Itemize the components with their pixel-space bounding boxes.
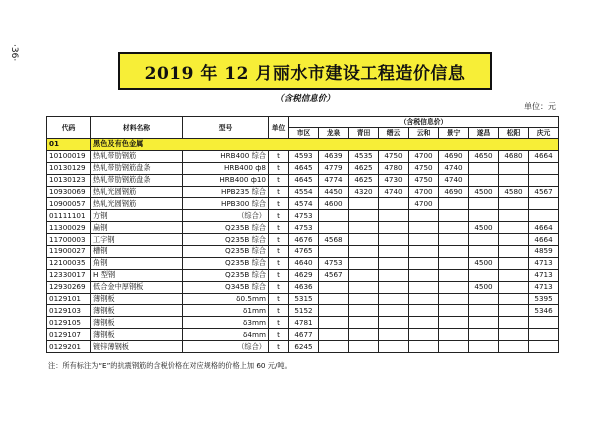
price-cell [469,329,499,341]
price-cell [469,234,499,246]
price-cell: 4636 [289,281,319,293]
table-row [47,341,559,353]
price-cell [349,198,379,210]
price-cell: 4664 [529,234,559,246]
price-cell: 4750 [409,174,439,186]
price-cell: 4500 [469,257,499,269]
price-cell [349,246,379,258]
price-cell [499,341,529,353]
price-cell [379,246,409,258]
table-body [47,139,559,353]
material-code: 10100019 [47,150,91,162]
material-spec: HRB400 综合 [183,150,269,162]
price-cell [529,329,559,341]
price-cell [409,293,439,305]
page-number: ·36· [9,44,19,62]
price-cell: 4740 [439,162,469,174]
price-cell: 4500 [469,281,499,293]
material-spec: δ1mm [183,305,269,317]
header-region: 缙云 [379,128,409,139]
material-unit: t [269,281,289,293]
header-region: 云和 [409,128,439,139]
price-cell: 4629 [289,269,319,281]
price-cell [409,341,439,353]
price-cell: 5346 [529,305,559,317]
material-name: 薄钢板 [91,329,183,341]
material-name: 薄钢板 [91,317,183,329]
price-cell [529,198,559,210]
price-cell: 4640 [289,257,319,269]
price-cell: 4593 [289,150,319,162]
price-cell [439,234,469,246]
material-name: 热轧带肋钢筋盘条 [91,174,183,186]
price-cell [349,341,379,353]
price-cell [349,269,379,281]
price-cell: 4639 [319,150,349,162]
price-cell: 4567 [529,186,559,198]
price-cell: 4535 [349,150,379,162]
price-cell: 5395 [529,293,559,305]
price-cell [409,222,439,234]
price-cell [349,281,379,293]
page-title: 2019 年 12 月丽水市建设工程造价信息 [144,63,466,84]
price-cell [379,281,409,293]
price-cell [319,281,349,293]
price-cell: 4567 [319,269,349,281]
table-row [47,198,559,210]
material-unit: t [269,198,289,210]
price-cell [349,293,379,305]
price-cell [529,317,559,329]
material-unit: t [269,329,289,341]
material-unit: t [269,293,289,305]
title-banner [118,52,492,90]
price-cell: 4700 [409,186,439,198]
price-cell [439,329,469,341]
material-spec: Q235B 综合 [183,222,269,234]
price-cell [439,257,469,269]
material-code: 12930269 [47,281,91,293]
footnote: 注：所有标注为“E”的抗震钢筋的含税价格在对应规格的价格上加 60 元/吨。 [48,361,292,370]
price-cell [439,317,469,329]
price-cell [319,317,349,329]
price-cell: 4676 [289,234,319,246]
price-cell: 4625 [349,162,379,174]
material-name: 热轧光圆钢筋 [91,186,183,198]
price-cell: 4753 [319,257,349,269]
material-code: 10130129 [47,162,91,174]
price-cell [319,341,349,353]
price-cell [379,210,409,222]
table-row [47,246,559,258]
table-row [47,150,559,162]
table-row [47,174,559,186]
price-cell [349,257,379,269]
price-cell [409,257,439,269]
material-unit: t [269,317,289,329]
price-cell: 5152 [289,305,319,317]
header-code: 代码 [47,117,91,139]
price-cell: 4765 [289,246,319,258]
header-unit: 单位 [269,117,289,139]
price-cell: 4554 [289,186,319,198]
price-cell [499,317,529,329]
price-cell [319,293,349,305]
material-name: 工字钢 [91,234,183,246]
table-row [47,269,559,281]
table-row [47,257,559,269]
price-cell: 4713 [529,281,559,293]
material-spec: Q235B 综合 [183,246,269,258]
price-cell [499,198,529,210]
price-cell: 4753 [289,210,319,222]
header-region: 景宁 [439,128,469,139]
price-cell: 4859 [529,246,559,258]
price-cell [469,317,499,329]
category-name: 黑色及有色金属 [91,139,559,151]
material-code: 11900027 [47,246,91,258]
price-cell: 4730 [379,174,409,186]
price-cell [439,305,469,317]
material-name: 槽钢 [91,246,183,258]
material-code: 10130123 [47,174,91,186]
material-spec: HRB400 ф8 [183,162,269,174]
price-cell [439,269,469,281]
price-cell: 4780 [379,162,409,174]
price-cell: 4574 [289,198,319,210]
material-name: 角钢 [91,257,183,269]
price-cell: 4625 [349,174,379,186]
price-cell [469,174,499,186]
material-spec: δ4mm [183,329,269,341]
material-code: 10900057 [47,198,91,210]
price-cell: 4500 [469,222,499,234]
material-code: 0129105 [47,317,91,329]
material-code: 12100035 [47,257,91,269]
material-code: 0129101 [47,293,91,305]
price-table [46,116,559,353]
price-cell: 4664 [529,222,559,234]
header-region: 遂昌 [469,128,499,139]
price-cell [379,317,409,329]
price-cell [379,234,409,246]
price-cell [439,341,469,353]
price-cell [469,341,499,353]
price-cell: 4320 [349,186,379,198]
price-cell [379,257,409,269]
material-spec: HRB400 ф10 [183,174,269,186]
price-cell: 4740 [379,186,409,198]
material-spec: δ3mm [183,317,269,329]
price-cell [499,257,529,269]
subtitle: （含税信息价） [275,94,335,104]
price-cell [409,329,439,341]
price-cell [379,305,409,317]
table-header [47,117,559,139]
price-cell: 4713 [529,257,559,269]
table-row [47,234,559,246]
price-cell: 4690 [439,150,469,162]
material-unit: t [269,174,289,186]
price-cell [469,210,499,222]
table-row [47,222,559,234]
price-cell [469,269,499,281]
price-cell [349,210,379,222]
price-cell [439,210,469,222]
material-code: 0129201 [47,341,91,353]
price-cell [319,222,349,234]
price-cell: 4740 [439,174,469,186]
price-cell: 4580 [499,186,529,198]
table-row [47,210,559,222]
price-cell [319,305,349,317]
price-cell [499,293,529,305]
price-cell: 4680 [499,150,529,162]
material-code: 12330017 [47,269,91,281]
material-spec: δ0.5mm [183,293,269,305]
price-cell [529,174,559,186]
material-unit: t [269,222,289,234]
price-cell [469,293,499,305]
price-cell: 4500 [469,186,499,198]
price-cell [349,305,379,317]
price-cell [379,222,409,234]
header-region: 庆元 [529,128,559,139]
price-cell [469,198,499,210]
price-cell [499,234,529,246]
material-unit: t [269,186,289,198]
header-region: 松阳 [499,128,529,139]
price-cell [439,222,469,234]
price-cell [499,174,529,186]
material-code: 11700003 [47,234,91,246]
price-cell [499,329,529,341]
price-cell: 4690 [439,186,469,198]
table-row [47,305,559,317]
price-cell [349,329,379,341]
table-row [47,162,559,174]
price-cell: 4713 [529,269,559,281]
material-spec: Q345B 综合 [183,281,269,293]
material-name: 镀锌薄钢板 [91,341,183,353]
price-cell [469,305,499,317]
price-cell: 6245 [289,341,319,353]
material-spec: HPB235 综合 [183,186,269,198]
price-cell [379,198,409,210]
price-cell: 4677 [289,329,319,341]
table-row [47,186,559,198]
price-cell [409,210,439,222]
price-cell [379,329,409,341]
material-spec: Q235B 综合 [183,234,269,246]
price-cell [499,281,529,293]
material-unit: t [269,150,289,162]
price-cell [409,269,439,281]
price-cell [529,162,559,174]
material-spec: （综合） [183,210,269,222]
category-row [47,139,559,151]
price-cell: 4779 [319,162,349,174]
header-region: 青田 [349,128,379,139]
price-cell [319,329,349,341]
price-cell: 4568 [319,234,349,246]
price-cell [409,305,439,317]
material-name: 扁钢 [91,222,183,234]
price-cell: 4664 [529,150,559,162]
price-cell [499,246,529,258]
price-cell: 4750 [409,162,439,174]
material-name: 热轧带肋钢筋盘条 [91,162,183,174]
price-cell: 4774 [319,174,349,186]
price-cell: 4700 [409,198,439,210]
material-code: 01111101 [47,210,91,222]
material-unit: t [269,341,289,353]
material-name: 低合金中厚钢板 [91,281,183,293]
material-unit: t [269,210,289,222]
price-cell [379,341,409,353]
price-cell [379,293,409,305]
price-cell: 4450 [319,186,349,198]
header-region: 龙泉 [319,128,349,139]
material-unit: t [269,162,289,174]
price-cell [439,281,469,293]
table-row [47,329,559,341]
material-spec: （综合） [183,341,269,353]
header-spec: 型号 [183,117,269,139]
unit-label: 单位：元 [524,102,556,111]
price-cell [499,269,529,281]
material-code: 0129107 [47,329,91,341]
material-name: 热轧光圆钢筋 [91,198,183,210]
price-cell [409,234,439,246]
price-cell: 4600 [319,198,349,210]
price-cell [349,317,379,329]
price-cell: 4650 [469,150,499,162]
material-name: 方钢 [91,210,183,222]
price-cell [409,317,439,329]
price-cell [499,210,529,222]
price-cell [529,210,559,222]
price-cell: 5315 [289,293,319,305]
table-row [47,293,559,305]
material-spec: HPB300 综合 [183,198,269,210]
price-cell: 4753 [289,222,319,234]
price-cell: 4645 [289,162,319,174]
price-cell [469,246,499,258]
price-cell [499,222,529,234]
price-cell [409,281,439,293]
table-row [47,317,559,329]
material-unit: t [269,257,289,269]
material-name: 薄钢板 [91,305,183,317]
material-name: 热轧带肋钢筋 [91,150,183,162]
price-cell: 4781 [289,317,319,329]
price-cell [349,234,379,246]
material-unit: t [269,269,289,281]
price-cell [499,305,529,317]
price-cell [439,246,469,258]
material-unit: t [269,305,289,317]
price-cell [319,246,349,258]
material-spec: Q235B 综合 [183,257,269,269]
price-cell [349,222,379,234]
material-name: H 型钢 [91,269,183,281]
price-cell: 4700 [409,150,439,162]
header-name: 材料名称 [91,117,183,139]
material-name: 薄钢板 [91,293,183,305]
material-unit: t [269,234,289,246]
material-code: 10930069 [47,186,91,198]
price-cell: 4645 [289,174,319,186]
header-price-group: （含税信息价） [289,117,559,128]
price-cell [529,341,559,353]
price-cell [379,269,409,281]
price-cell [469,162,499,174]
header-region: 市区 [289,128,319,139]
price-cell [439,293,469,305]
price-cell [499,162,529,174]
material-code: 0129103 [47,305,91,317]
material-spec: Q235B 综合 [183,269,269,281]
table-row [47,281,559,293]
material-unit: t [269,246,289,258]
price-cell [439,198,469,210]
price-cell [409,246,439,258]
price-cell [319,210,349,222]
price-cell: 4750 [379,150,409,162]
category-code: 01 [47,139,91,151]
material-code: 11300029 [47,222,91,234]
